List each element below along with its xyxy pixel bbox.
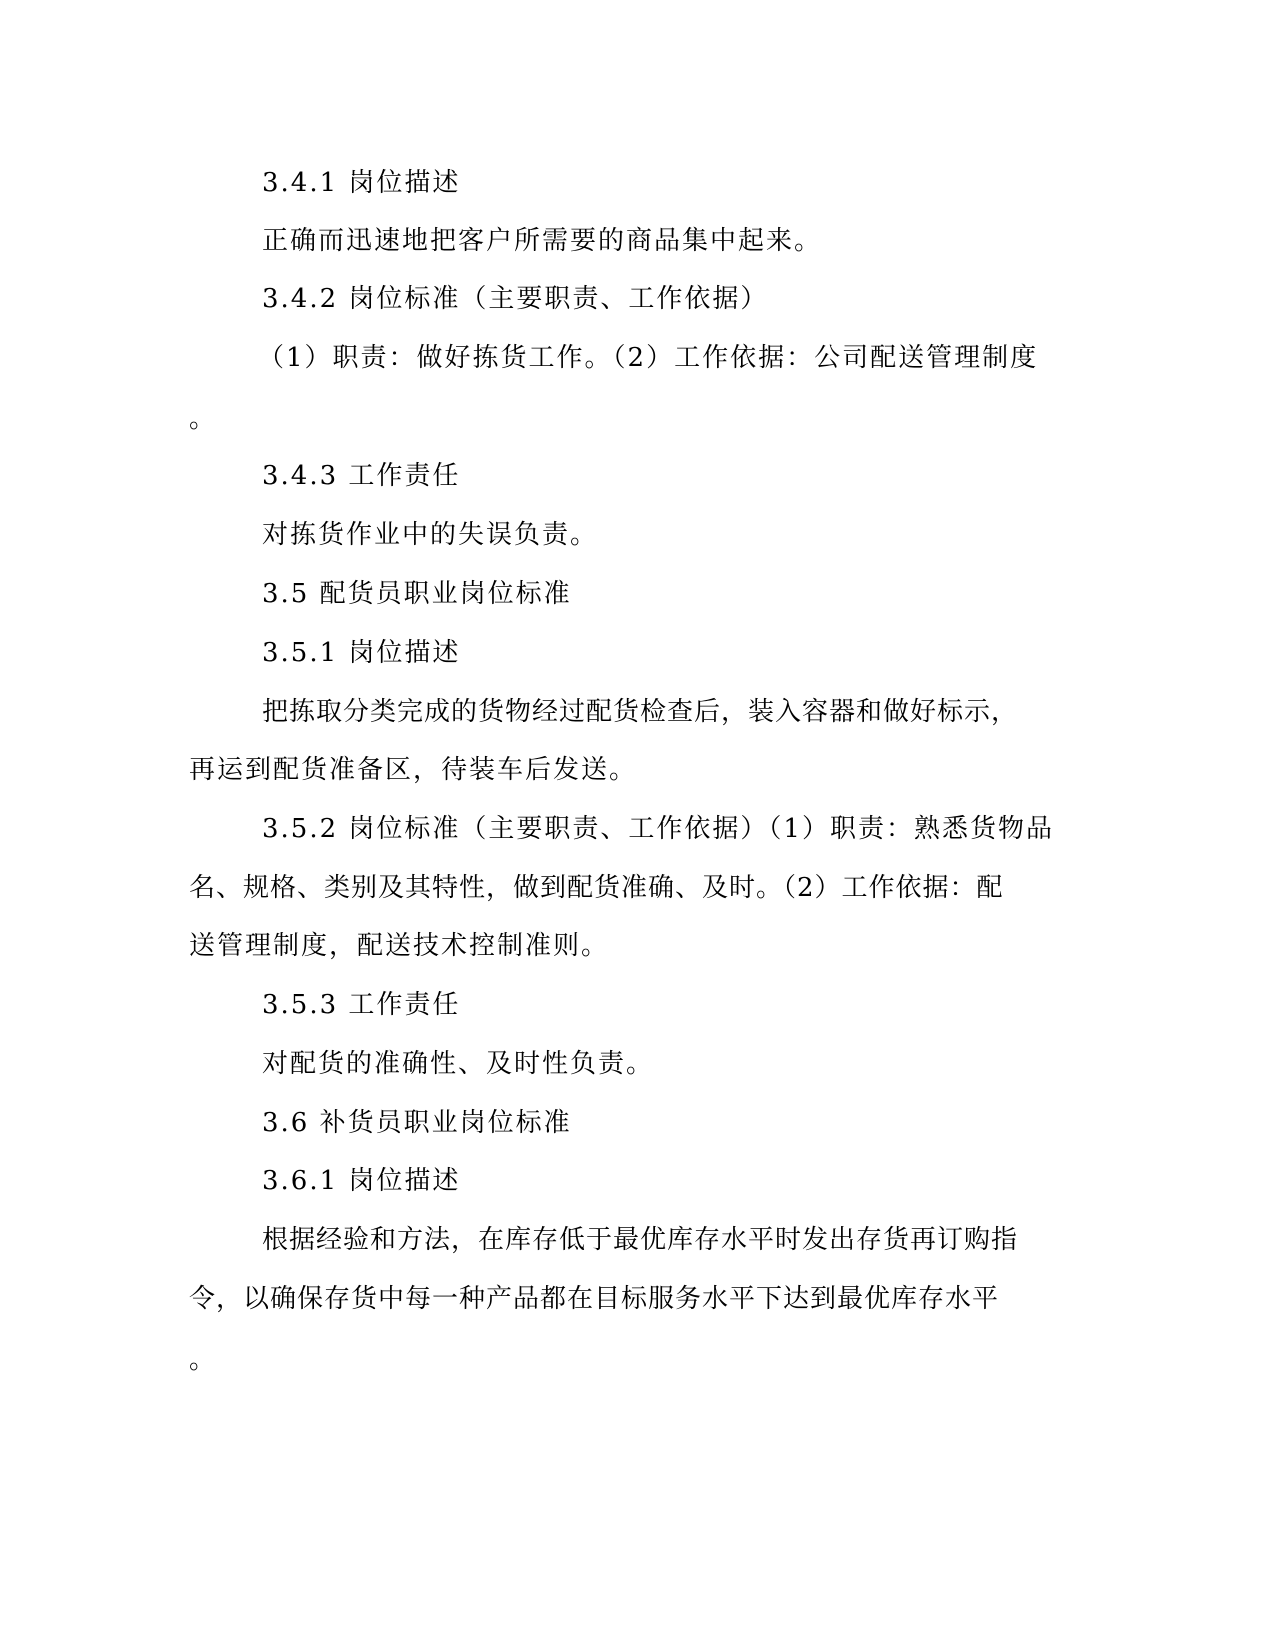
- paragraph-3-5-2-line-3: 送管理制度，配送技术控制准则。: [189, 931, 610, 961]
- paragraph-3-4-1: 正确而迅速地把客户所需要的商品集中起来。: [262, 226, 823, 256]
- heading-3-4-1: 3.4.1 岗位描述: [262, 168, 461, 198]
- paragraph-3-5-3: 对配货的准确性、及时性负责。: [262, 1049, 655, 1079]
- paragraph-3-6-1-line-1: 根据经验和方法，在库存低于最优库存水平时发出存货再订购指: [262, 1225, 1019, 1255]
- heading-3-5-3: 3.5.3 工作责任: [262, 990, 461, 1020]
- paragraph-3-4-3: 对拣货作业中的失误负责。: [262, 520, 599, 550]
- heading-3-5: 3.5 配货员职业岗位标准: [262, 579, 572, 609]
- paragraph-3-5-1-line-1: 把拣取分类完成的货物经过配货检查后，装入容器和做好标示，: [262, 697, 1019, 727]
- paragraph-3-6-1-line-3: 。: [189, 1345, 216, 1375]
- paragraph-3-5-2-line-1: 3.5.2 岗位标准（主要职责、工作依据）（1）职责：熟悉货物品: [262, 814, 1054, 844]
- heading-3-6-1: 3.6.1 岗位描述: [262, 1166, 461, 1196]
- heading-3-4-3: 3.4.3 工作责任: [262, 461, 461, 491]
- paragraph-3-5-2-line-2: 名、规格、类别及其特性，做到配货准确、及时。（2）工作依据：配: [189, 873, 1004, 903]
- paragraph-3-4-2-line-2: 。: [189, 404, 216, 434]
- heading-3-5-1: 3.5.1 岗位描述: [262, 638, 461, 668]
- heading-3-4-2: 3.4.2 岗位标准（主要职责、工作依据）: [262, 284, 769, 314]
- paragraph-3-4-2-line-1: （1）职责：做好拣货工作。（2）工作依据：公司配送管理制度: [258, 343, 1039, 373]
- paragraph-3-5-1-line-2: 再运到配货准备区，待装车后发送。: [189, 755, 638, 785]
- paragraph-3-6-1-line-2: 令，以确保存货中每一种产品都在目标服务水平下达到最优库存水平: [189, 1284, 1000, 1314]
- heading-3-6: 3.6 补货员职业岗位标准: [262, 1108, 572, 1138]
